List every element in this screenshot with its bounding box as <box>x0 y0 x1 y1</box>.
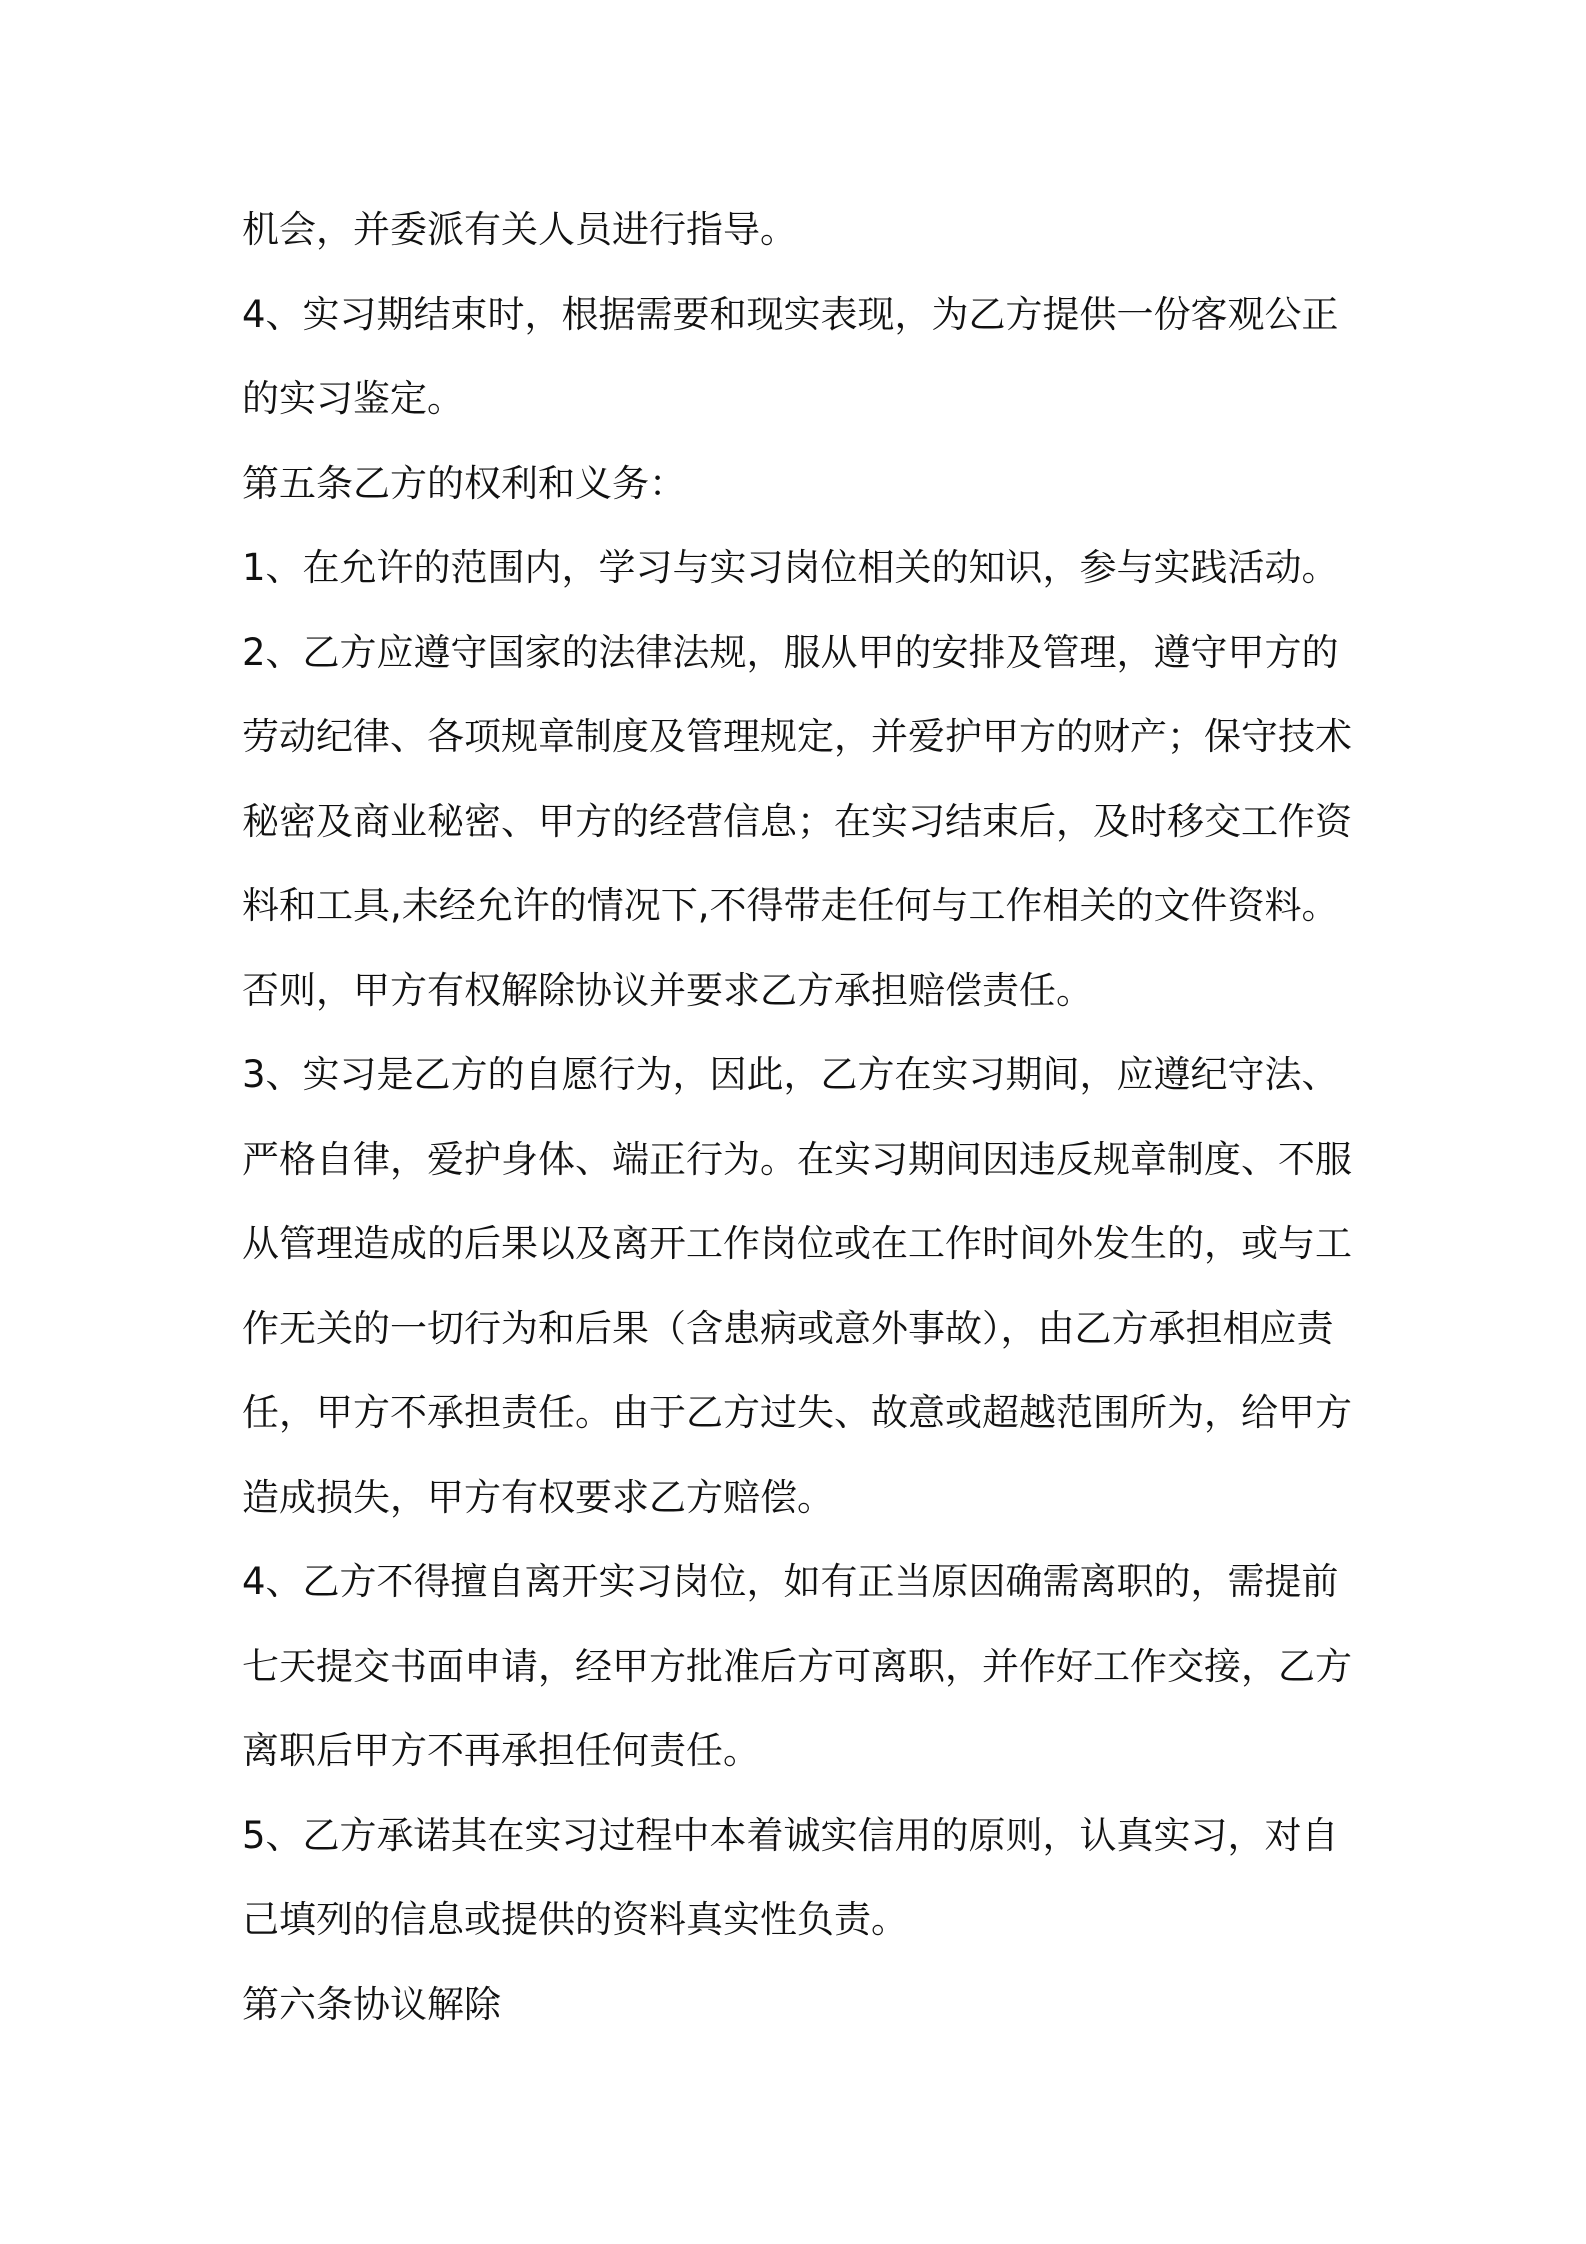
text-line: 任，甲方不承担责任。由于乙方过失、故意或超越范围所为，给甲方 <box>242 1391 1352 1434</box>
text-line: 七天提交书面申请，经甲方批准后方可离职，并作好工作交接，乙方 <box>242 1644 1352 1688</box>
text-line: 5、乙方承诺其在实习过程中本着诚实信用的原则，认真实习，对自 <box>242 1813 1339 1857</box>
text-line: 2、乙方应遵守国家的法律法规，服从甲的安排及管理，遵守甲方的 <box>242 630 1339 674</box>
text-line: 劳动纪律、各项规章制度及管理规定，并爱护甲方的财产；保守技术 <box>242 715 1352 758</box>
section-heading: 第五条乙方的权利和义务： <box>242 461 686 505</box>
text-line: 4、实习期结束时，根据需要和现实表现，为乙方提供一份客观公正 <box>242 292 1339 336</box>
section-heading: 第六条协议解除 <box>242 1982 501 2026</box>
text-line: 作无关的一切行为和后果（含患病或意外事故），由乙方承担相应责 <box>242 1306 1334 1350</box>
text-line: 离职后甲方不再承担任何责任。 <box>242 1729 760 1772</box>
text-line: 严格自律，爱护身体、端正行为。在实习期间因违反规章制度、不服 <box>242 1137 1352 1181</box>
text-line: 3、实习是乙方的自愿行为，因此，乙方在实习期间，应遵纪守法、 <box>242 1053 1339 1096</box>
text-line: 机会，并委派有关人员进行指导。 <box>242 208 797 251</box>
text-line: 己填列的信息或提供的资料真实性负责。 <box>242 1898 908 1941</box>
text-line: 1、在允许的范围内，学习与实习岗位相关的知识，参与实践活动。 <box>242 546 1339 589</box>
text-line: 秘密及商业秘密、甲方的经营信息；在实习结束后，及时移交工作资 <box>242 799 1352 843</box>
text-line: 的实习鉴定。 <box>242 377 464 420</box>
text-line: 造成损失，甲方有权要求乙方赔偿。 <box>242 1475 834 1519</box>
document-body <box>242 188 1366 2047</box>
text-line: 4、乙方不得擅自离开实习岗位，如有正当原因确需离职的，需提前 <box>242 1560 1339 1603</box>
text-line: 料和工具,未经允许的情况下,不得带走任何与工作相关的文件资料。 <box>242 884 1339 927</box>
text-line: 从管理造成的后果以及离开工作岗位或在工作时间外发生的，或与工 <box>242 1222 1352 1265</box>
text-line: 否则，甲方有权解除协议并要求乙方承担赔偿责任。 <box>242 968 1093 1012</box>
